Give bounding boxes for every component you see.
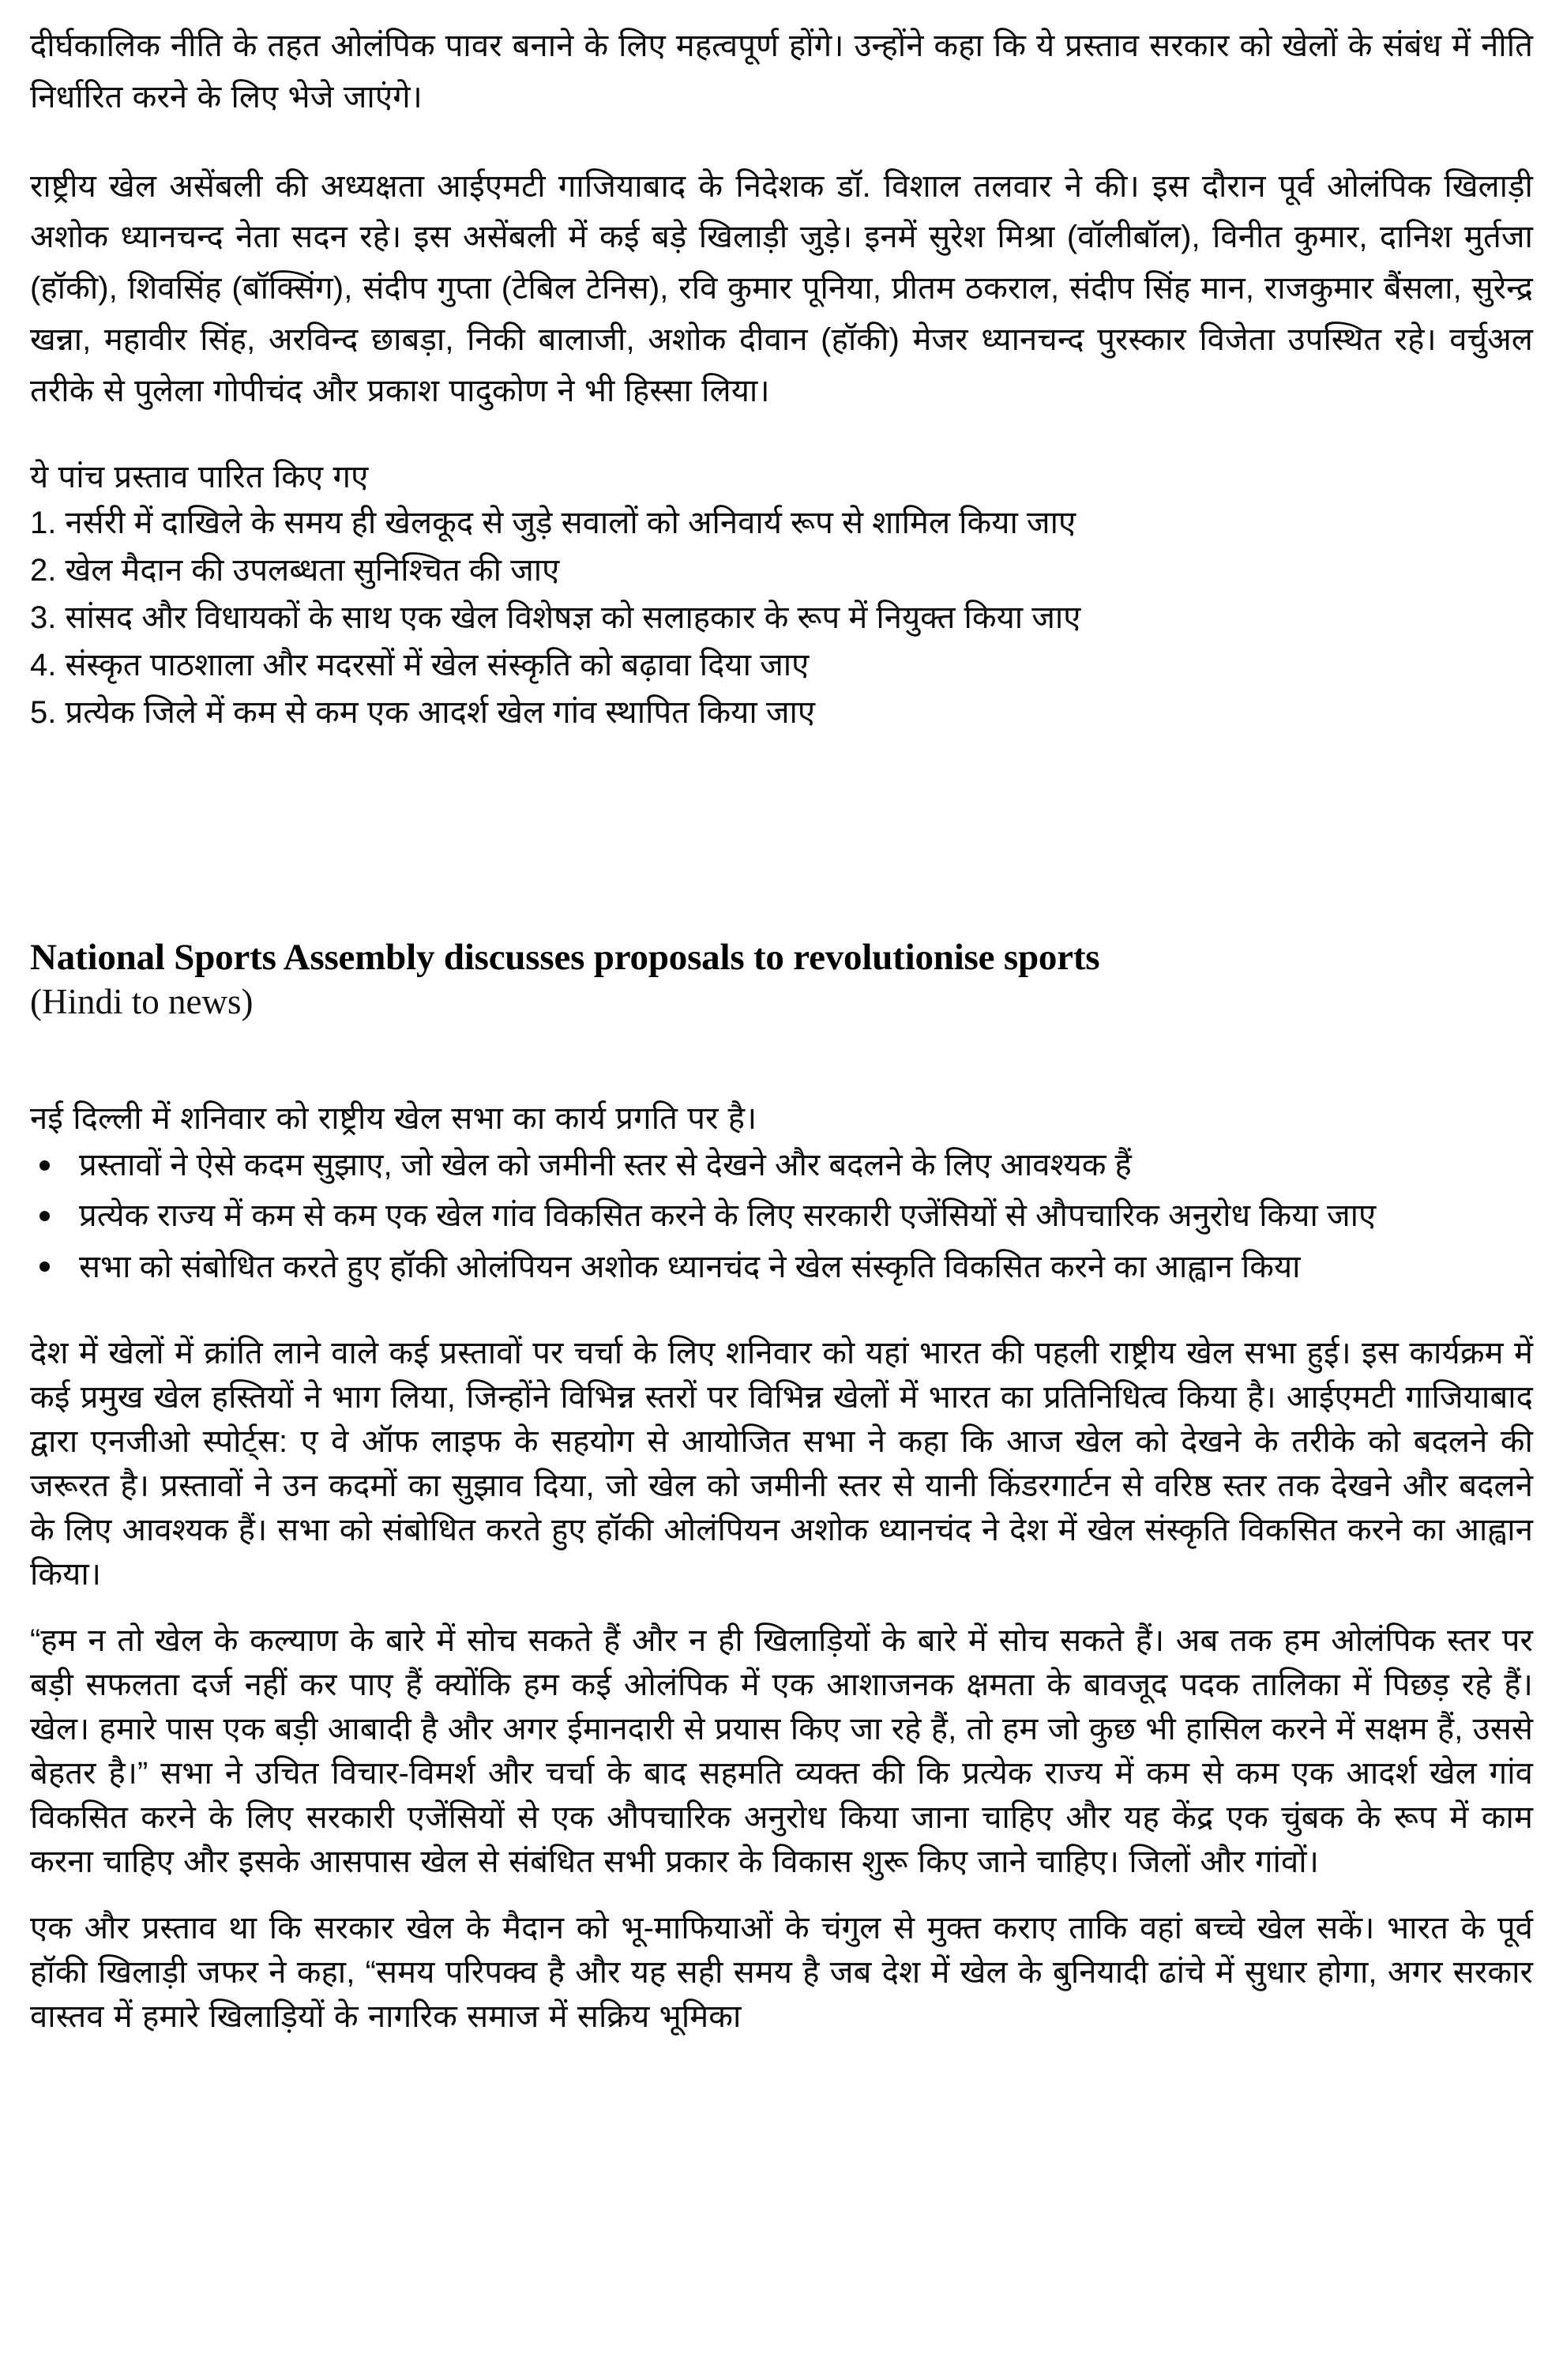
proposal-item-2: 2. खेल मैदान की उपलब्धता सुनिश्चित की जाए (30, 552, 560, 588)
bullet-dot-icon (39, 1261, 50, 1272)
article-heading-block (30, 935, 1533, 1024)
spacer (30, 1024, 1533, 1096)
spacer (30, 417, 1533, 455)
article-bullet-item-3 (30, 1243, 1533, 1292)
section-break-spacer (30, 736, 1533, 935)
top-paragraph-2: राष्ट्रीय खेल असेंबली की अध्यक्षता आईएमटी गाजियाबाद के निदेशक डॉ. विशाल तलवार ने की। इस दौरान पूर्व ओलंपिक खिलाड़ी अशोक ध्यानचन्द नेता सदन रहे। इस असेंबली में कई बड़े खिलाड़ी जुड़े। इनमें सुरेश मिश्रा (वॉलीबॉल), विनीत कुमार, दानिश मुर्तजा (हॉकी), शिवसिंह (बॉक्सिंग), संदीप गुप्ता (टेबिल टेनिस), रवि कुमार पूनिया, प्रीतम ठकराल, संदीप सिंह मान, राजकुमार बैंसला, सुरेन्द्र खन्ना, महावीर सिंह, अरविन्द छाबड़ा, निकी बालाजी, अशोक दीवान (हॉकी) मेजर ध्यानचन्द पुरस्कार विजेता उपस्थित रहे। वर्चुअल तरीके से पुलेला गोपीचंद और प्रकाश पादुकोण ने भी हिस्सा लिया। (30, 168, 1533, 408)
article-bullet-item-2 (30, 1191, 1533, 1240)
article-bullet-text: प्रस्तावों ने ऐसे कदम सुझाए, जो खेल को जमीनी स्तर से देखने और बदलने के लिए आवश्यक हैं (79, 1147, 1132, 1182)
bullet-dot-icon (39, 1211, 50, 1221)
spacer (30, 1596, 1533, 1619)
spacer (30, 123, 1533, 161)
proposals-intro: ये पांच प्रस्ताव पारित किए गए (30, 459, 369, 494)
proposals-list (30, 499, 1533, 736)
proposal-item-4: 4. संस्कृत पाठशाला और मदरसों में खेल संस्कृति को बढ़ावा दिया जाए (30, 647, 810, 682)
top-paragraph-1: दीर्घकालिक नीति के तहत ओलंपिक पावर बनाने के लिए महत्वपूर्ण होंगे। उन्होंने कहा कि ये प्रस्ताव सरकार को खेलों के संबंध में नीति निर्धारित करने के लिए भेजे जाएंगे। (30, 28, 1533, 115)
proposal-item-5: 5. प्रत्येक जिले में कम से कम एक आदर्श खेल गांव स्थापित किया जाए (30, 694, 815, 730)
article-lead: नई दिल्ली में शनिवार को राष्ट्रीय खेल सभा का कार्य प्रगति पर है। (30, 1100, 757, 1136)
article-bullet-list (30, 1141, 1533, 1292)
article-bullet-item-1 (30, 1141, 1533, 1190)
article-title: National Sports Assembly discusses proposals to revolutionise sports (30, 936, 1100, 978)
bullet-dot-icon (39, 1160, 50, 1171)
article-subtitle: (Hindi to news) (30, 981, 254, 1021)
spacer (30, 1293, 1533, 1331)
article-bullet-text: प्रत्येक राज्य में कम से कम एक खेल गांव विकसित करने के लिए सरकारी एजेंसियों से औपचारिक अनुरोध किया जाए (79, 1198, 1377, 1234)
proposal-item-1: 1. नर्सरी में दाखिले के समय ही खेलकूद से जुड़े सवालों को अनिवार्य रूप से शामिल किया जाए (30, 505, 1076, 540)
article-body-paragraph-2: “हम न तो खेल के कल्याण के बारे में सोच सकते हैं और न ही खिलाड़ियों के बारे में सोच सकते हैं। अब तक हम ओलंपिक स्तर पर बड़ी सफलता दर्ज नहीं कर पाए हैं क्योंकि हम कई ओलंपिक में एक आशाजनक क्षमता के बावजूद पदक तालिका में पिछड़ रहे हैं। खेल। हमारे पास एक बड़ी आबादी है और अगर ईमानदारी से प्रयास किए जा रहे हैं, तो हम जो कुछ भी हासिल करने में सक्षम हैं, उससे बेहतर है।” सभा ने उचित विचार-विमर्श और चर्चा के बाद सहमति व्यक्त की कि प्रत्येक राज्य में कम से कम एक आदर्श खेल गांव विकसित करने के लिए सरकारी एजेंसियों से एक औपचारिक अनुरोध किया जाना चाहिए और यह केंद्र एक चुंबक के रूप में काम करना चाहिए और इसके आसपास खेल से संबंधित सभी प्रकार के विकास शुरू किए जाने चाहिए। जिलों और गांवों। (30, 1622, 1533, 1879)
article-bullet-text: सभा को संबोधित करते हुए हॉकी ओलंपियन अशोक ध्यानचंद ने खेल संस्कृति विकसित करने का आह्वान किया (79, 1249, 1301, 1284)
article-body-paragraph-3: एक और प्रस्ताव था कि सरकार खेल के मैदान को भू-माफियाओं के चंगुल से मुक्त कराए ताकि वहां बच्चे खेल सकें। भारत के पूर्व हॉकी खिलाड़ी जफर ने कहा, “समय परिपक्व है और यह सही समय है जब देश में खेल के बुनियादी ढांचे में सुधार होगा, अगर सरकार वास्तव में हमारे खिलाड़ियों के नागरिक समाज में सक्रिय भूमिका (30, 1910, 1533, 2034)
spacer (30, 1884, 1533, 1906)
article-body-paragraph-1: देश में खेलों में क्रांति लाने वाले कई प्रस्तावों पर चर्चा के लिए शनिवार को यहां भारत की पहली राष्ट्रीय खेल सभा हुई। इस कार्यक्रम में कई प्रमुख खेल हस्तियों ने भाग लिया, जिन्होंने विभिन्न स्तरों पर विभिन्न खेलों में भारत का प्रतिनिधित्व किया है। आईएमटी गाजियाबाद द्वारा एनजीओ स्पोर्ट्स: ए वे ऑफ लाइफ के सहयोग से आयोजित सभा ने कहा कि आज खेल को देखने के तरीके को बदलने की जरूरत है। प्रस्तावों ने उन कदमों का सुझाव दिया, जो खेल को जमीनी स्तर से यानी किंडरगार्टन से वरिष्ठ स्तर तक देखने और बदलने के लिए आवश्यक हैं। सभा को संबोधित करते हुए हॉकी ओलंपियन अशोक ध्यानचंद ने देश में खेल संस्कृति विकसित करने का आह्वान किया। (30, 1335, 1533, 1592)
proposal-item-3: 3. सांसद और विधायकों के साथ एक खेल विशेषज्ञ को सलाहकार के रूप में नियुक्त किया जाए (30, 600, 1081, 635)
